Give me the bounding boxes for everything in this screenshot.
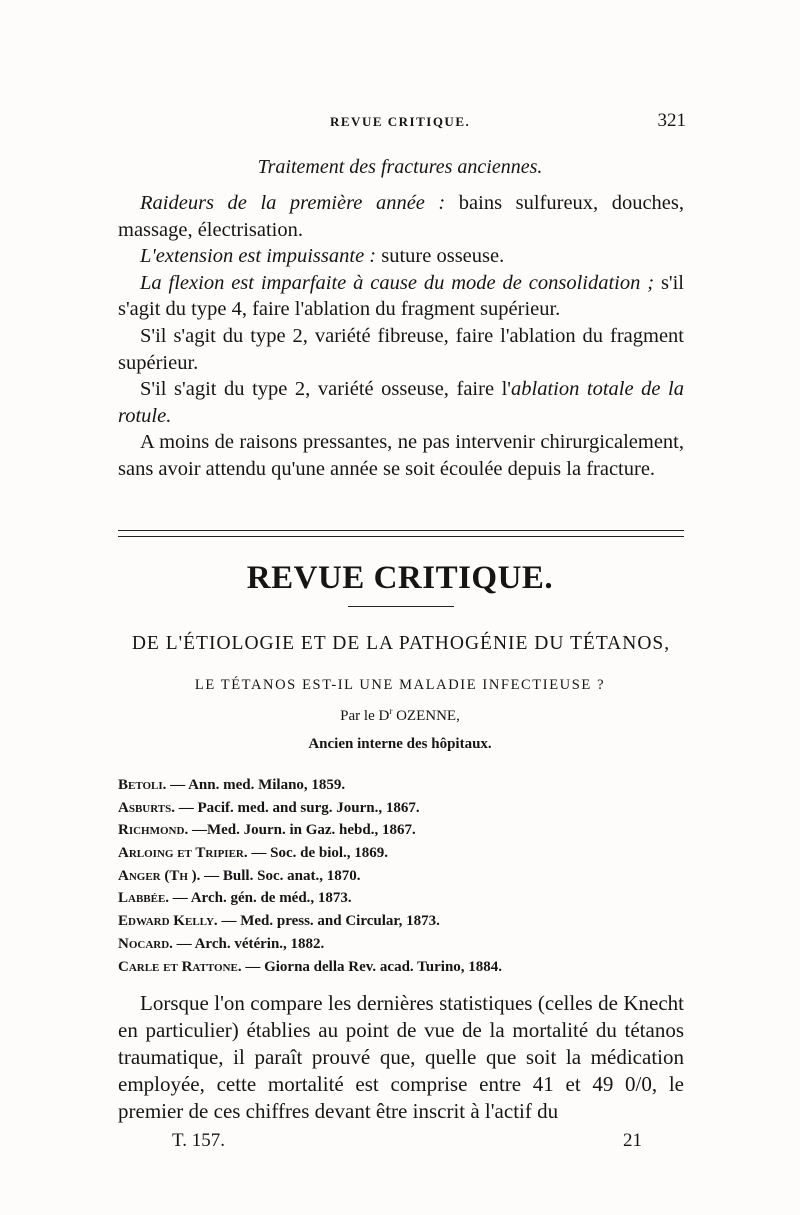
bib-author: Arloing et Tripier. <box>118 845 248 862</box>
bibliography-item <box>118 887 684 910</box>
article-title: DE L'ÉTIOLOGIE ET DE LA PATHOGÉNIE DU TÉTANOS, <box>131 633 671 654</box>
paragraph-extension <box>118 243 684 270</box>
paragraph-emphasis: ablation totale de la rotule. <box>118 378 684 427</box>
bib-author: Anger (Th ). <box>118 867 201 884</box>
double-rule-divider <box>118 530 684 537</box>
running-title: REVUE CRITIQUE. <box>330 114 471 129</box>
bibliography-item <box>118 933 684 956</box>
author-name: OZENNE, <box>392 708 460 724</box>
bibliography-item <box>118 956 684 979</box>
bibliography-item <box>118 774 684 797</box>
author-prefix: Par le D <box>340 708 390 724</box>
paragraph-conclusion: A moins de raisons pressantes, ne pas intervenir chirurgicalement, sans avoir attendu qu'une année se soit écoulée depuis la fracture. <box>118 431 684 480</box>
bibliography-item <box>118 865 684 888</box>
paragraph-lead: La flexion est imparfaite à cause du mode de consolidation ; <box>140 271 655 294</box>
bib-author: Asburts. <box>118 799 175 816</box>
paragraph-stiffness <box>118 190 684 243</box>
page-number: 321 <box>657 110 686 131</box>
treatment-text <box>118 190 684 483</box>
bib-reference: — Soc. de biol., 1869. <box>247 845 389 862</box>
paragraph-body: s'il s'agit du type 4, faire l'ablation du fragment supérieur. <box>118 271 685 321</box>
paragraph-body: S'il s'agit du type 2, variété osseuse, faire l' <box>140 378 511 401</box>
bib-author: Nocard. <box>118 935 173 952</box>
article-subtitle: LE TÉTANOS EST-IL UNE MALADIE INFECTIEUSE ? <box>194 677 606 693</box>
body-paragraph: Lorsque l'on compare les dernières statistiques (celles de Knecht en particulier) établies au point de vue de la mortalité du tétanos traumatique, il paraît prouvé que, quelle que soit la médication employée, cette mortalité est comprise entre 41 et 49 0/0, le premier de ces chiffres devant être inscrit à l'actif du <box>118 991 684 1123</box>
bib-author: Betoli. <box>118 777 167 793</box>
bibliography-list <box>118 774 684 978</box>
bib-reference: — Bull. Soc. anat., 1870. <box>200 867 361 884</box>
author-title: Ancien interne des hôpitaux. <box>308 736 492 752</box>
title-rule <box>348 606 454 607</box>
paragraph-lead: Raideurs de la première année : <box>140 192 446 214</box>
main-title: REVUE CRITIQUE. <box>246 560 554 596</box>
bib-author: Richmond. <box>118 822 189 839</box>
bib-reference: —Med. Journ. in Gaz. hebd., 1867. <box>188 822 416 839</box>
paragraph-lead: L'extension est impuissante : <box>140 245 377 268</box>
article-body <box>118 990 684 1125</box>
section-title: Traitement des fractures anciennes. <box>257 156 543 178</box>
author-sup: r <box>389 706 393 716</box>
paragraph-fibrous: S'il s'agit du type 2, variété fibreuse, faire l'ablation du fragment supérieur. <box>118 324 684 374</box>
paragraph-body: suture osseuse. <box>376 245 505 268</box>
paragraph-flexion <box>118 270 684 323</box>
bibliography-item <box>118 819 684 842</box>
volume-signature: T. 157. <box>172 1130 225 1151</box>
bibliography-item <box>118 797 684 820</box>
paragraph-body: bains sulfureux, douches, massage, électrisation. <box>118 192 685 241</box>
bib-reference: — Ann. med. Milano, 1859. <box>166 777 346 793</box>
bib-reference: — Med. press. and Circular, 1873. <box>217 913 440 930</box>
author-line <box>0 706 800 725</box>
bib-author: Labbée. <box>118 890 170 907</box>
bib-reference: — Arch. vétérin., 1882. <box>172 935 325 952</box>
bib-author: Edward Kelly. <box>118 913 218 930</box>
page-footer <box>172 1130 642 1156</box>
bib-reference: — Pacif. med. and surg. Journ., 1867. <box>175 799 420 816</box>
sheet-signature: 21 <box>623 1130 642 1151</box>
bib-reference: — Giorna della Rev. acad. Turino, 1884. <box>241 958 503 975</box>
bibliography-item <box>118 842 684 865</box>
running-head <box>330 110 686 134</box>
bib-reference: — Arch. gén. de méd., 1873. <box>169 890 352 907</box>
bibliography-item <box>118 910 684 933</box>
paragraph-osseous <box>118 376 684 429</box>
bib-author: Carle et Rattone. <box>118 958 242 975</box>
